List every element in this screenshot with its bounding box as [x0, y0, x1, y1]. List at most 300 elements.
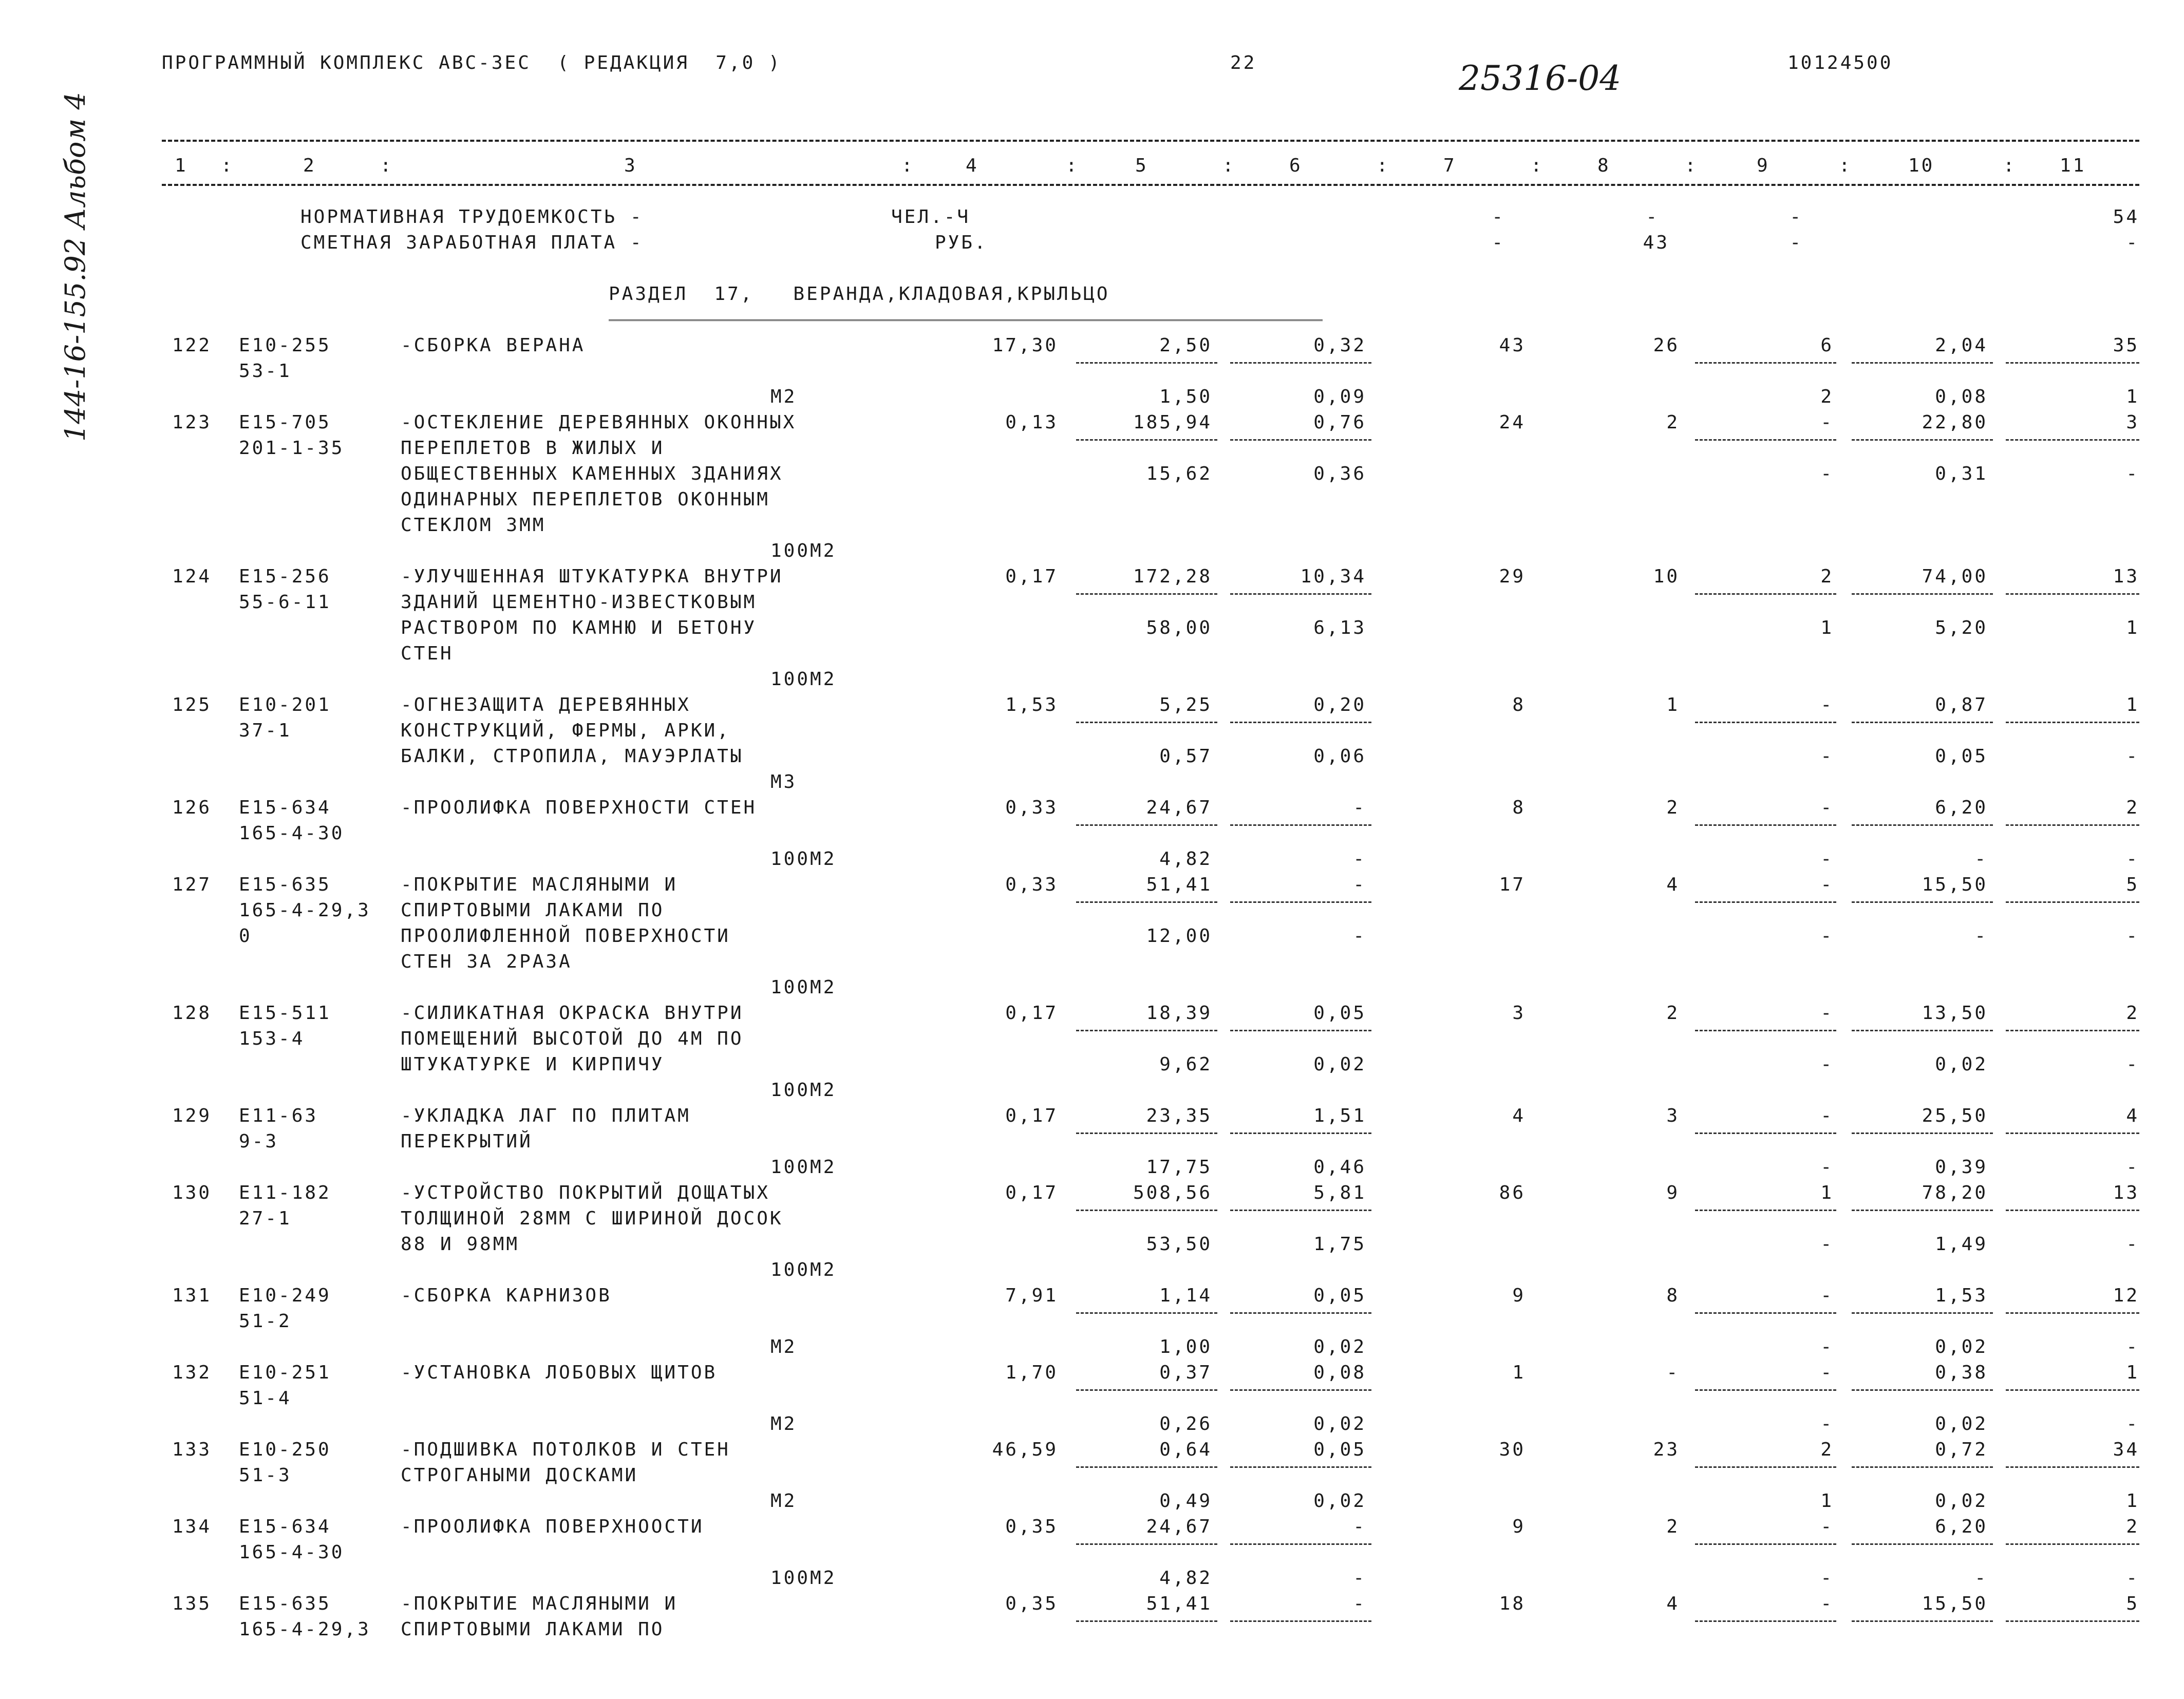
- labor-unit-value: 15,50: [1922, 874, 1988, 895]
- price-reference: 165-4-30: [239, 1542, 345, 1563]
- quantity: 7,91: [1005, 1285, 1058, 1306]
- total-wage: -: [1666, 1362, 1680, 1383]
- unit-cost: 23,35: [1146, 1105, 1212, 1126]
- subtotal-rule: [1230, 901, 1371, 903]
- labor-c8: -: [1646, 206, 1659, 228]
- column-header-8: 8: [1597, 155, 1611, 176]
- unit: М2: [770, 1413, 797, 1434]
- price-reference: 51-2: [239, 1311, 292, 1332]
- subtotal-rule: [2006, 439, 2139, 441]
- labor-total-2: -: [2126, 1568, 2139, 1589]
- subtotal-rule: [1076, 1312, 1217, 1314]
- labor-total: 13: [2113, 566, 2139, 587]
- quantity: 17,30: [992, 335, 1058, 356]
- subtotal-rule: [1695, 824, 1836, 826]
- unit-machine-wage: 6,13: [1313, 617, 1366, 638]
- subtotal-rule: [2006, 901, 2139, 903]
- quantity: 0,17: [1005, 566, 1058, 587]
- unit-cost-wage: 0,26: [1159, 1413, 1212, 1434]
- subtotal-rule: [1852, 1030, 1993, 1031]
- price-reference: 201-1-35: [239, 438, 345, 459]
- unit-cost-wage: 4,82: [1159, 848, 1212, 870]
- unit-machine-cost: -: [1353, 874, 1366, 895]
- subtotal-rule: [1852, 824, 1993, 826]
- section-underline: [609, 319, 1323, 321]
- work-description: -СИЛИКАТНАЯ ОКРАСКА ВНУТРИ: [401, 1003, 744, 1024]
- total-cost: 30: [1499, 1439, 1526, 1460]
- column-header-9: 9: [1757, 155, 1770, 176]
- subtotal-rule: [2006, 722, 2139, 723]
- unit-machine-cost: 0,05: [1313, 1003, 1366, 1024]
- unit-machine-cost: 0,05: [1313, 1439, 1366, 1460]
- unit-machine-wage: 0,09: [1313, 386, 1366, 407]
- row-number: 129: [172, 1105, 212, 1126]
- column-header-10: 10: [1908, 155, 1935, 176]
- subtotal-rule: [1695, 1210, 1836, 1211]
- quantity: 0,33: [1005, 874, 1058, 895]
- subtotal-rule: [1852, 1620, 1993, 1622]
- total-wage: 9: [1666, 1182, 1680, 1203]
- subtotal-rule: [1076, 824, 1217, 826]
- column-header-3: 3: [624, 155, 637, 176]
- total-cost: 8: [1512, 694, 1526, 715]
- price-reference: 51-4: [239, 1388, 292, 1409]
- row-number: 127: [172, 874, 212, 895]
- labor-workers-2: 2: [1820, 386, 1834, 407]
- subtotal-rule: [1852, 1543, 1993, 1545]
- header-rule: [162, 184, 2139, 186]
- work-description: -СБОРКА КАРНИЗОВ: [401, 1285, 612, 1306]
- unit-cost-wage: 53,50: [1146, 1234, 1212, 1255]
- subtotal-rule: [1852, 1210, 1993, 1211]
- price-reference: 0: [239, 926, 252, 947]
- total-wage: 1: [1666, 694, 1680, 715]
- row-number: 135: [172, 1593, 212, 1614]
- subtotal-rule: [2006, 1620, 2139, 1622]
- labor-unit-value-2: 0,05: [1935, 746, 1988, 767]
- unit-machine-wage: 0,36: [1313, 463, 1366, 484]
- labor-unit-value: 0,72: [1935, 1439, 1988, 1460]
- subtotal-rule: [1230, 1312, 1371, 1314]
- wage-unit: РУБ.: [935, 232, 988, 253]
- work-description: ПЕРЕПЛЕТОВ В ЖИЛЫХ И: [401, 438, 665, 459]
- work-description: -ПОКРЫТИЕ МАСЛЯНЫМИ И: [401, 874, 678, 895]
- work-description: ЗДАНИЙ ЦЕМЕНТНО-ИЗВЕСТКОВЫМ: [401, 592, 757, 613]
- labor-unit-value: 0,38: [1935, 1362, 1988, 1383]
- labor-unit-value: 74,00: [1922, 566, 1988, 587]
- unit-cost: 0,64: [1159, 1439, 1212, 1460]
- subtotal-rule: [1076, 1030, 1217, 1031]
- price-code: Е15-705: [239, 412, 331, 433]
- labor-total: 2: [2126, 1516, 2139, 1537]
- subtotal-rule: [1230, 1210, 1371, 1211]
- column-header-11: 11: [2060, 155, 2086, 176]
- labor-unit-value-2: 0,31: [1935, 463, 1988, 484]
- quantity: 0,35: [1005, 1516, 1058, 1537]
- subtotal-rule: [1076, 1466, 1217, 1468]
- work-description: СТЕН: [401, 643, 454, 664]
- labor-total: 13: [2113, 1182, 2139, 1203]
- subtotal-rule: [1695, 362, 1836, 364]
- labor-c11: 54: [2113, 206, 2139, 228]
- unit: 100М2: [770, 540, 837, 561]
- unit-machine-cost: 0,32: [1313, 335, 1366, 356]
- labor-unit-value-2: 0,02: [1935, 1413, 1988, 1434]
- labor-unit-value-2: 0,39: [1935, 1157, 1988, 1178]
- labor-workers-2: -: [1820, 848, 1834, 870]
- total-cost: 17: [1499, 874, 1526, 895]
- side-note: 144-16-155.92 Альбом 4: [59, 92, 91, 442]
- unit-cost-wage: 0,57: [1159, 746, 1212, 767]
- column-separator: :: [901, 155, 915, 176]
- total-cost: 86: [1499, 1182, 1526, 1203]
- labor-total-2: -: [2126, 1054, 2139, 1075]
- unit: 100М2: [770, 669, 837, 690]
- quantity: 0,35: [1005, 1593, 1058, 1614]
- labor-workers-2: -: [1820, 1336, 1834, 1357]
- labor-total-2: 1: [2126, 386, 2139, 407]
- work-description: -УКЛАДКА ЛАГ ПО ПЛИТАМ: [401, 1105, 691, 1126]
- labor-workers: -: [1820, 1593, 1834, 1614]
- unit-cost-wage: 1,50: [1159, 386, 1212, 407]
- total-wage: 4: [1666, 874, 1680, 895]
- subtotal-rule: [1076, 722, 1217, 723]
- total-wage: 2: [1666, 412, 1680, 433]
- subtotal-rule: [2006, 362, 2139, 364]
- unit-cost: 2,50: [1159, 335, 1212, 356]
- labor-c9: -: [1790, 206, 1803, 228]
- labor-unit-value: 2,04: [1935, 335, 1988, 356]
- labor-total: 5: [2126, 874, 2139, 895]
- work-description: СТЕН ЗА 2РАЗА: [401, 951, 572, 972]
- total-wage: 2: [1666, 1516, 1680, 1537]
- subtotal-rule: [1230, 593, 1371, 595]
- row-number: 125: [172, 694, 212, 715]
- quantity: 0,33: [1005, 797, 1058, 818]
- subtotal-rule: [1695, 1030, 1836, 1031]
- unit-machine-cost: 0,08: [1313, 1362, 1366, 1383]
- labor-total-2: 1: [2126, 617, 2139, 638]
- unit-cost-wage: 12,00: [1146, 926, 1212, 947]
- top-rule: [162, 140, 2139, 142]
- work-description: БАЛКИ, СТРОПИЛА, МАУЭРЛАТЫ: [401, 746, 744, 767]
- quantity: 46,59: [992, 1439, 1058, 1460]
- total-wage: 8: [1666, 1285, 1680, 1306]
- row-number: 134: [172, 1516, 212, 1537]
- labor-unit-value: 6,20: [1935, 797, 1988, 818]
- unit-cost-wage: 15,62: [1146, 463, 1212, 484]
- column-header-2: 2: [303, 155, 316, 176]
- labor-workers: 6: [1820, 335, 1834, 356]
- labor-workers: -: [1820, 797, 1834, 818]
- subtotal-rule: [2006, 1543, 2139, 1545]
- unit-cost: 172,28: [1133, 566, 1212, 587]
- row-number: 132: [172, 1362, 212, 1383]
- total-wage: 2: [1666, 797, 1680, 818]
- labor-workers: 2: [1820, 1439, 1834, 1460]
- unit-cost: 24,67: [1146, 1516, 1212, 1537]
- price-reference: 153-4: [239, 1028, 305, 1049]
- labor-workers-2: 1: [1820, 617, 1834, 638]
- total-cost: 24: [1499, 412, 1526, 433]
- unit-cost: 185,94: [1133, 412, 1212, 433]
- wage-c9: -: [1790, 232, 1803, 253]
- price-reference: 165-4-29,3: [239, 900, 371, 921]
- subtotal-rule: [1230, 824, 1371, 826]
- subtotal-rule: [1230, 1132, 1371, 1134]
- subtotal-rule: [1695, 439, 1836, 441]
- work-description: СПИРТОВЫМИ ЛАКАМИ ПО: [401, 1619, 665, 1640]
- document-code: 10124500: [1787, 52, 1893, 73]
- subtotal-rule: [1076, 593, 1217, 595]
- column-header-7: 7: [1443, 155, 1457, 176]
- unit-cost: 5,25: [1159, 694, 1212, 715]
- labor-workers: -: [1820, 1105, 1834, 1126]
- labor-unit-value: 13,50: [1922, 1003, 1988, 1024]
- unit-machine-cost: 0,05: [1313, 1285, 1366, 1306]
- unit-cost-wage: 17,75: [1146, 1157, 1212, 1178]
- labor-unit-value-2: -: [1974, 848, 1988, 870]
- column-separator: :: [1531, 155, 1544, 176]
- subtotal-rule: [1076, 439, 1217, 441]
- column-header-4: 4: [966, 155, 979, 176]
- unit-machine-cost: -: [1353, 1593, 1366, 1614]
- column-separator: :: [2003, 155, 2017, 176]
- labor-unit-value-2: 5,20: [1935, 617, 1988, 638]
- unit-cost: 24,67: [1146, 797, 1212, 818]
- price-code: Е11-182: [239, 1182, 331, 1203]
- unit-machine-cost: 0,20: [1313, 694, 1366, 715]
- subtotal-rule: [1852, 1389, 1993, 1391]
- labor-total: 3: [2126, 412, 2139, 433]
- labor-unit-value: 6,20: [1935, 1516, 1988, 1537]
- subtotal-rule: [2006, 1030, 2139, 1031]
- work-description: -УЛУЧШЕННАЯ ШТУКАТУРКА ВНУТРИ: [401, 566, 783, 587]
- column-separator: :: [221, 155, 234, 176]
- work-description: КОНСТРУКЦИЙ, ФЕРМЫ, АРКИ,: [401, 720, 730, 741]
- row-number: 133: [172, 1439, 212, 1460]
- column-separator: :: [1066, 155, 1079, 176]
- work-description: РАСТВОРОМ ПО КАМНЮ И БЕТОНУ: [401, 617, 757, 638]
- column-header-6: 6: [1289, 155, 1303, 176]
- work-description: -ПРООЛИФКА ПОВЕРХНОСТИ СТЕН: [401, 797, 757, 818]
- labor-workers-2: -: [1820, 926, 1834, 947]
- labor-workers-2: 1: [1820, 1490, 1834, 1512]
- unit-machine-wage: 1,75: [1313, 1234, 1366, 1255]
- unit: М3: [770, 771, 797, 792]
- subtotal-rule: [1695, 1389, 1836, 1391]
- subtotal-rule: [1076, 1620, 1217, 1622]
- labor-total: 4: [2126, 1105, 2139, 1126]
- unit-cost: 0,37: [1159, 1362, 1212, 1383]
- price-reference: 165-4-30: [239, 823, 345, 844]
- unit-machine-cost: 5,81: [1313, 1182, 1366, 1203]
- labor-total: 2: [2126, 797, 2139, 818]
- work-description: ТОЛЩИНОЙ 28ММ С ШИРИНОЙ ДОСОК: [401, 1208, 783, 1229]
- page-number: 22: [1230, 52, 1257, 73]
- subtotal-rule: [1695, 901, 1836, 903]
- labor-workers: -: [1820, 1285, 1834, 1306]
- labor-c7: -: [1492, 206, 1505, 228]
- total-cost: 4: [1512, 1105, 1526, 1126]
- labor-unit-value: 25,50: [1922, 1105, 1988, 1126]
- subtotal-rule: [1695, 722, 1836, 723]
- unit-cost-wage: 4,82: [1159, 1568, 1212, 1589]
- column-separator: :: [1377, 155, 1390, 176]
- work-description: СПИРТОВЫМИ ЛАКАМИ ПО: [401, 900, 665, 921]
- wage-c8: 43: [1643, 232, 1669, 253]
- subtotal-rule: [1230, 1543, 1371, 1545]
- unit-cost: 1,14: [1159, 1285, 1212, 1306]
- work-description: ШТУКАТУРКЕ И КИРПИЧУ: [401, 1054, 665, 1075]
- row-number: 131: [172, 1285, 212, 1306]
- subtotal-rule: [1230, 1030, 1371, 1031]
- subtotal-rule: [2006, 1132, 2139, 1134]
- unit: 100М2: [770, 1080, 837, 1101]
- wage-label: СМЕТНАЯ ЗАРАБОТНАЯ ПЛАТА -: [300, 232, 644, 253]
- unit-cost-wage: 1,00: [1159, 1336, 1212, 1357]
- price-code: Е15-635: [239, 1593, 331, 1614]
- unit: 100М2: [770, 1568, 837, 1589]
- labor-workers: -: [1820, 1003, 1834, 1024]
- row-number: 130: [172, 1182, 212, 1203]
- labor-unit-value-2: -: [1974, 1568, 1988, 1589]
- work-description: -ПОДШИВКА ПОТОЛКОВ И СТЕН: [401, 1439, 730, 1460]
- subtotal-rule: [1852, 901, 1993, 903]
- unit-cost: 508,56: [1133, 1182, 1212, 1203]
- labor-total-2: -: [2126, 1157, 2139, 1178]
- labor-total-2: 1: [2126, 1490, 2139, 1512]
- unit-machine-cost: 1,51: [1313, 1105, 1366, 1126]
- wage-c7: -: [1492, 232, 1505, 253]
- price-code: Е10-250: [239, 1439, 331, 1460]
- section-title: РАЗДЕЛ 17, ВЕРАНДА,КЛАДОВАЯ,КРЫЛЬЦО: [609, 284, 1110, 305]
- subtotal-rule: [2006, 593, 2139, 595]
- work-description: -СБОРКА ВЕРАНА: [401, 335, 586, 356]
- labor-workers: -: [1820, 874, 1834, 895]
- labor-total: 35: [2113, 335, 2139, 356]
- price-reference: 9-3: [239, 1131, 279, 1152]
- subtotal-rule: [2006, 824, 2139, 826]
- subtotal-rule: [1695, 1312, 1836, 1314]
- unit-machine-wage: 0,46: [1313, 1157, 1366, 1178]
- subtotal-rule: [1852, 1466, 1993, 1468]
- program-header: ПРОГРАММНЫЙ КОМПЛЕКС АВС-3ЕС ( РЕДАКЦИЯ 7,0 ): [162, 52, 782, 73]
- subtotal-rule: [1076, 1543, 1217, 1545]
- quantity: 1,70: [1005, 1362, 1058, 1383]
- labor-unit-value-2: 0,08: [1935, 386, 1988, 407]
- price-reference: 37-1: [239, 720, 292, 741]
- labor-workers: -: [1820, 1362, 1834, 1383]
- price-code: Е15-634: [239, 1516, 331, 1537]
- labor-unit-value: 1,53: [1935, 1285, 1988, 1306]
- subtotal-rule: [1695, 1466, 1836, 1468]
- price-code: Е15-256: [239, 566, 331, 587]
- subtotal-rule: [1852, 362, 1993, 364]
- total-wage: 2: [1666, 1003, 1680, 1024]
- work-description: -ОСТЕКЛЕНИЕ ДЕРЕВЯННЫХ ОКОННЫХ: [401, 412, 797, 433]
- unit-cost: 51,41: [1146, 1593, 1212, 1614]
- unit-cost-wage: 9,62: [1159, 1054, 1212, 1075]
- labor-workers-2: -: [1820, 1413, 1834, 1434]
- total-cost: 8: [1512, 797, 1526, 818]
- labor-workers-2: -: [1820, 746, 1834, 767]
- labor-total: 1: [2126, 1362, 2139, 1383]
- subtotal-rule: [1852, 722, 1993, 723]
- price-reference: 53-1: [239, 361, 292, 382]
- unit-machine-wage: 0,02: [1313, 1336, 1366, 1357]
- total-wage: 23: [1653, 1439, 1680, 1460]
- total-wage: 10: [1653, 566, 1680, 587]
- price-reference: 51-3: [239, 1465, 292, 1486]
- labor-unit: ЧЕЛ.-Ч: [891, 206, 971, 228]
- quantity: 1,53: [1005, 694, 1058, 715]
- labor-total-2: -: [2126, 848, 2139, 870]
- labor-label: НОРМАТИВНАЯ ТРУДОЕМКОСТЬ -: [300, 206, 644, 228]
- price-code: Е10-251: [239, 1362, 331, 1383]
- subtotal-rule: [1230, 1389, 1371, 1391]
- unit-machine-cost: -: [1353, 797, 1366, 818]
- total-cost: 9: [1512, 1516, 1526, 1537]
- price-reference: 27-1: [239, 1208, 292, 1229]
- subtotal-rule: [1852, 439, 1993, 441]
- total-wage: 4: [1666, 1593, 1680, 1614]
- labor-workers: -: [1820, 694, 1834, 715]
- unit: 100М2: [770, 977, 837, 998]
- subtotal-rule: [1695, 1620, 1836, 1622]
- row-number: 122: [172, 335, 212, 356]
- unit-cost: 18,39: [1146, 1003, 1212, 1024]
- subtotal-rule: [1076, 1389, 1217, 1391]
- labor-total: 2: [2126, 1003, 2139, 1024]
- subtotal-rule: [1695, 1543, 1836, 1545]
- subtotal-rule: [1076, 362, 1217, 364]
- work-description: ПРООЛИФЛЕННОЙ ПОВЕРХНОСТИ: [401, 926, 730, 947]
- work-description: 88 И 98ММ: [401, 1234, 520, 1255]
- labor-unit-value-2: 0,02: [1935, 1490, 1988, 1512]
- price-code: Е15-634: [239, 797, 331, 818]
- work-description: ПЕРЕКРЫТИЙ: [401, 1131, 533, 1152]
- column-header-5: 5: [1135, 155, 1149, 176]
- work-description: -ПРООЛИФКА ПОВЕРХНООСТИ: [401, 1516, 704, 1537]
- labor-workers-2: -: [1820, 1234, 1834, 1255]
- work-description: СТРОГАНЫМИ ДОСКАМИ: [401, 1465, 638, 1486]
- subtotal-rule: [1695, 593, 1836, 595]
- column-separator: :: [1839, 155, 1852, 176]
- labor-total-2: -: [2126, 1234, 2139, 1255]
- unit-machine-wage: 0,02: [1313, 1054, 1366, 1075]
- total-wage: 26: [1653, 335, 1680, 356]
- subtotal-rule: [2006, 1466, 2139, 1468]
- subtotal-rule: [1076, 1210, 1217, 1211]
- subtotal-rule: [1230, 439, 1371, 441]
- subtotal-rule: [1852, 1312, 1993, 1314]
- total-cost: 43: [1499, 335, 1526, 356]
- subtotal-rule: [1852, 593, 1993, 595]
- unit: М2: [770, 1490, 797, 1512]
- unit: 100М2: [770, 1259, 837, 1280]
- row-number: 124: [172, 566, 212, 587]
- work-description: -УСТАНОВКА ЛОБОВЫХ ЩИТОВ: [401, 1362, 718, 1383]
- subtotal-rule: [2006, 1312, 2139, 1314]
- unit-machine-cost: 0,76: [1313, 412, 1366, 433]
- unit: 100М2: [770, 848, 837, 870]
- labor-unit-value: 0,87: [1935, 694, 1988, 715]
- labor-total: 5: [2126, 1593, 2139, 1614]
- subtotal-rule: [1852, 1132, 1993, 1134]
- labor-total: 12: [2113, 1285, 2139, 1306]
- labor-unit-value: 15,50: [1922, 1593, 1988, 1614]
